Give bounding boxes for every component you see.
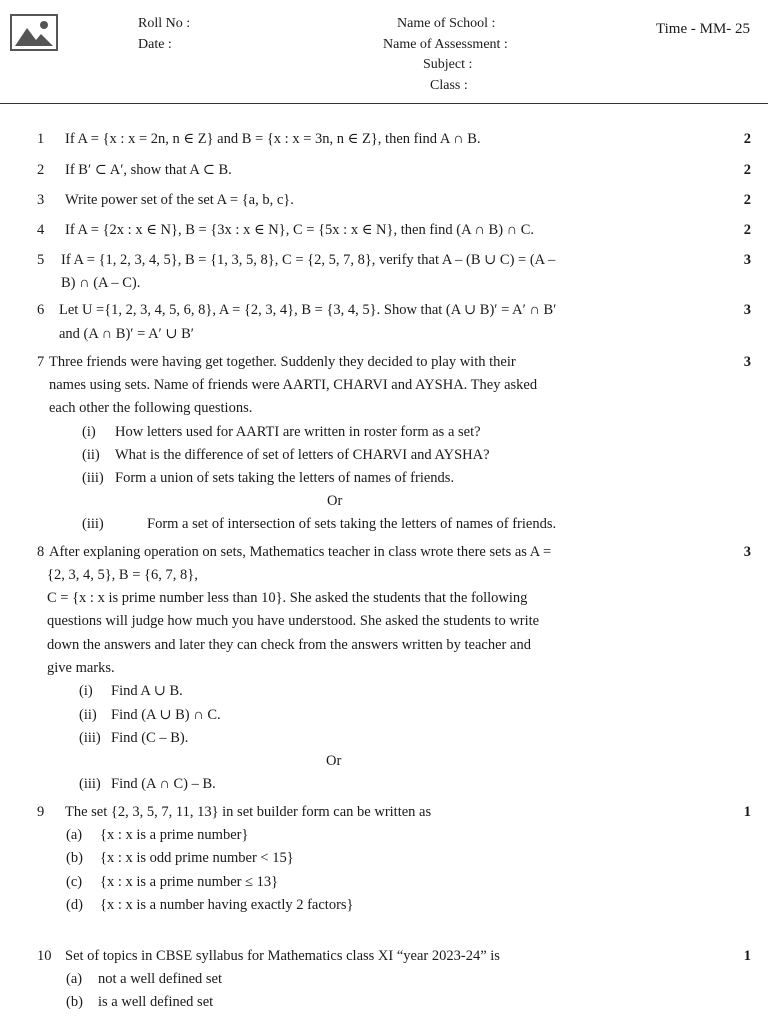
image-placeholder-icon	[10, 14, 58, 51]
question-8-text-line-4: questions will judge how much you have understood. She asked the students to write	[47, 613, 540, 629]
question-3-number: 3	[37, 192, 45, 208]
class-label: Class :	[430, 78, 468, 93]
question-2-text: If B′ ⊂ A′, show that A ⊂ B.	[65, 162, 232, 178]
question-9-option-b-text: {x : x is odd prime number < 15}	[100, 850, 294, 866]
question-7-sub-2-text: What is the difference of set of letters of CHARVI and AYSHA?	[115, 447, 490, 463]
question-9-option-d-text: {x : x is a number having exactly 2 factors}	[100, 897, 354, 913]
question-8-text-line-6: give marks.	[47, 660, 115, 676]
question-7-sub-3-text: Form a union of sets taking the letters of names of friends.	[115, 470, 455, 486]
date-label: Date :	[138, 37, 172, 52]
question-3-marks: 2	[743, 192, 751, 208]
question-8-or-separator: Or	[326, 753, 342, 769]
question-10-option-b-text: is a well defined set	[98, 994, 214, 1010]
roll-no-label: Roll No :	[138, 16, 191, 31]
school-name-label: Name of School :	[397, 16, 496, 31]
question-6-text-line-2: and (A ∩ B)′ = A′ ∪ B′	[59, 326, 194, 342]
question-7-marks: 3	[743, 354, 751, 370]
question-10-marks: 1	[743, 948, 751, 964]
question-6-number: 6	[37, 302, 45, 318]
question-7-text-line-3: each other the following questions.	[49, 400, 253, 416]
question-7-sub-4-number: (iii)	[82, 516, 104, 532]
question-6-marks: 3	[743, 302, 751, 318]
question-8-sub-3-number: (iii)	[79, 730, 101, 746]
question-10-option-a-text: not a well defined set	[98, 971, 223, 987]
question-7-sub-1-number: (i)	[82, 424, 96, 440]
question-8-marks: 3	[743, 544, 751, 560]
question-7-sub-1-text: How letters used for AARTI are written in roster form as a set?	[115, 424, 481, 440]
question-1-marks: 2	[743, 131, 751, 147]
question-10-option-a-label: (a)	[66, 971, 83, 987]
question-7-sub-4-text: Form a set of intersection of sets taking the letters of names of friends.	[147, 516, 557, 532]
question-8-sub-4-text: Find (A ∩ C) – B.	[111, 776, 216, 792]
question-9-text: The set {2, 3, 5, 7, 11, 13} in set builder form can be written as	[65, 804, 432, 820]
question-8-sub-2-text: Find (A ∪ B) ∩ C.	[111, 707, 221, 723]
question-7-or-separator: Or	[327, 493, 343, 509]
question-7-text-line-1: Three friends were having get together. Suddenly they decided to play with their	[49, 354, 516, 370]
question-9-option-c-label: (c)	[66, 874, 83, 890]
question-6-text-line-1: Let U ={1, 2, 3, 4, 5, 6, 8}, A = {2, 3, 4}, B = {3, 4, 5}. Show that (A ∪ B)′ = A′ ∩ B′	[59, 302, 557, 318]
question-7-text-line-2: names using sets. Name of friends were AARTI, CHARVI and AYSHA. They asked	[49, 377, 538, 393]
question-9-marks: 1	[743, 804, 751, 820]
question-8-sub-3-text: Find (C – B).	[111, 730, 189, 746]
assessment-name-label: Name of Assessment :	[383, 37, 508, 52]
question-5-number: 5	[37, 252, 45, 268]
header-divider	[0, 103, 768, 104]
question-3-text: Write power set of the set A = {a, b, c}.	[65, 192, 294, 208]
question-5-marks: 3	[743, 252, 751, 268]
question-4-marks: 2	[743, 222, 751, 238]
question-7-sub-2-number: (ii)	[82, 447, 100, 463]
question-7-number: 7	[37, 354, 45, 370]
question-8-sub-1-number: (i)	[79, 683, 93, 699]
time-marks-label: Time - MM- 25	[656, 21, 751, 37]
question-10-text: Set of topics in CBSE syllabus for Mathematics class XI “year 2023-24” is	[65, 948, 500, 964]
question-2-marks: 2	[743, 162, 751, 178]
question-4-text: If A = {2x : x ∈ N}, B = {3x : x ∈ N}, C = {5x : x ∈ N}, then find (A ∩ B) ∩ C.	[65, 222, 535, 238]
question-2-number: 2	[37, 162, 45, 178]
question-8-sub-1-text: Find A ∪ B.	[111, 683, 183, 699]
question-8-number: 8	[37, 544, 45, 560]
question-5-text-line-1: If A = {1, 2, 3, 4, 5}, B = {1, 3, 5, 8}, C = {2, 5, 7, 8}, verify that A – (B ∪ C) = (A –	[61, 252, 556, 268]
question-9-number: 9	[37, 804, 45, 820]
question-8-sub-4-number: (iii)	[79, 776, 101, 792]
subject-label: Subject :	[423, 57, 473, 72]
question-8-text-line-2: {2, 3, 4, 5}, B = {6, 7, 8},	[47, 567, 198, 583]
question-7-sub-3-number: (iii)	[82, 470, 104, 486]
question-1-text: If A = {x : x = 2n, n ∈ Z} and B = {x : x = 3n, n ∈ Z}, then find A ∩ B.	[65, 131, 481, 147]
question-8-sub-2-number: (ii)	[79, 707, 97, 723]
question-4-number: 4	[37, 222, 45, 238]
question-8-text-line-1: After explaning operation on sets, Mathematics teacher in class wrote there sets as A =	[49, 544, 552, 560]
question-9-option-a-label: (a)	[66, 827, 83, 843]
question-9-option-b-label: (b)	[66, 850, 83, 866]
question-8-text-line-3: C = {x : x is prime number less than 10}. She asked the students that the following	[47, 590, 528, 606]
question-5-text-line-2: B) ∩ (A – C).	[61, 275, 141, 291]
question-1-number: 1	[37, 131, 45, 147]
question-8-text-line-5: down the answers and later they can check from the answers written by teacher and	[47, 637, 531, 653]
question-10-number: 10	[37, 948, 52, 964]
question-9-option-c-text: {x : x is a prime number ≤ 13}	[100, 874, 279, 890]
question-10-option-b-label: (b)	[66, 994, 83, 1010]
question-9-option-d-label: (d)	[66, 897, 83, 913]
question-9-option-a-text: {x : x is a prime number}	[100, 827, 249, 843]
